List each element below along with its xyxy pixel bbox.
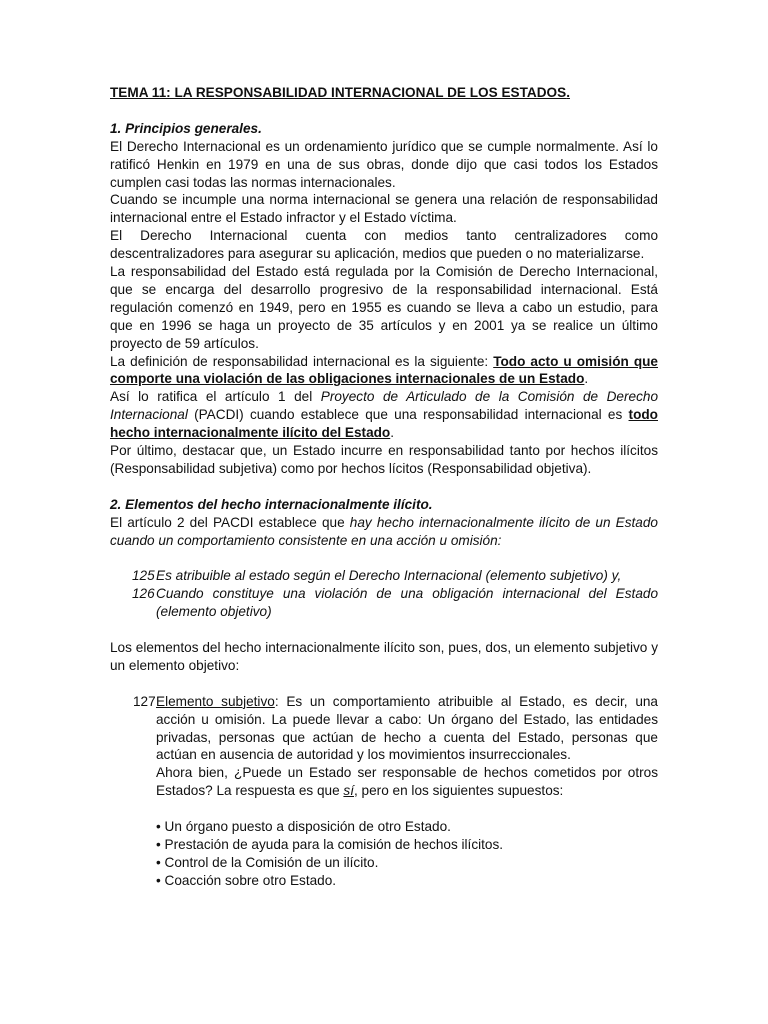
spacer xyxy=(110,675,658,693)
list-item xyxy=(110,693,658,765)
list-item xyxy=(110,567,658,585)
section1-paragraph-4: La responsabilidad del Estado está regulada por la Comisión de Derecho Internacional, que se encarga del desarrollo progresivo de la responsabilidad internacional. Está regulación comenzó en 1949, pero en 1955 es cuando se lleva a cabo un estudio, para que en 1996 se haga un proyecto de 35 artículos y en 2001 ya se realice un último proyecto de 59 artículos. xyxy=(110,264,658,351)
section2-heading: 2. Elementos del hecho internacionalmente ilícito. xyxy=(110,496,433,512)
bullet-item: • Coacción sobre otro Estado. xyxy=(156,872,337,888)
p6-part-a: Así lo ratifica el artículo 1 del xyxy=(110,389,321,405)
bullet-item: • Un órgano puesto a disposición de otro Estado. xyxy=(156,819,451,835)
pacdi-full-name: Proyecto de Articulado de la Comisión de Derecho Internacional xyxy=(110,389,658,423)
section1-paragraph-7: Por último, destacar que, un Estado incurre en responsabilidad tanto por hechos ilícitos (Responsabilidad subjetiva) como por hechos lícitos (Responsabilidad objetiva). xyxy=(110,443,658,477)
list-number: 126 xyxy=(132,586,155,602)
spacer xyxy=(110,800,658,818)
section1-paragraph-6 xyxy=(110,388,658,442)
definition-text: Todo acto u omisión que comporte una violación de las obligaciones internacionales de un Estado xyxy=(110,353,658,387)
bullet-item: • Prestación de ayuda para la comisión de hechos ilícitos. xyxy=(156,836,504,852)
element-text: : Es un comportamiento atribuible al Estado, es decir, una acción u omisión. La puede llevar a cabo: Un órgano del Estado, las entidades privadas, personas que actúan de hecho a cuenta del Estado, personas que actúan en ausencia de autoridad y los movimientos insurreccionales. xyxy=(156,693,658,763)
element-list xyxy=(110,693,658,765)
definition-intro: La definición de responsabilidad internacional es la siguiente: xyxy=(110,353,494,369)
p1-italic: hay hecho internacionalmente ilícito de un Estado cuando un comportamiento consistente en una acción u omisión: xyxy=(110,514,658,548)
document-title xyxy=(110,84,658,102)
definition-period: . xyxy=(584,371,589,387)
section1-paragraph-5 xyxy=(110,353,658,389)
p1-part-a: El artículo 2 del PACDI establece que xyxy=(110,514,350,530)
section1-paragraph-2: Cuando se incumple una norma internacional se genera una relación de responsabilidad internacional entre el Estado infractor y el Estado víctima. xyxy=(110,192,658,226)
section2-paragraph-1 xyxy=(110,514,658,550)
spacer xyxy=(110,478,658,496)
element-followup xyxy=(110,764,658,800)
element-label: Elemento subjetivo xyxy=(156,693,275,709)
bullet-list xyxy=(110,818,658,890)
answer-emphasis: sí xyxy=(343,783,354,799)
list-number: 125 xyxy=(132,568,155,584)
section1-paragraph-1: El Derecho Internacional es un ordenamiento jurídico que se cumple normalmente. Así lo ratificó Henkin en 1979 en una de sus obras, donde dijo que casi todos los Estados cumplen casi todas las normas internacionales. xyxy=(110,138,658,190)
p6-period: . xyxy=(390,425,395,441)
numbered-list xyxy=(110,567,658,621)
list-number: 127 xyxy=(133,693,156,709)
question-tail: , pero en los siguientes supuestos: xyxy=(354,783,564,799)
question-text: Ahora bien, ¿Puede un Estado ser responsable de hechos cometidos por otros Estados? La respuesta es que xyxy=(156,765,658,799)
spacer xyxy=(110,550,658,568)
p6-emphasis: todo hecho internacionalmente ilícito del Estado xyxy=(110,407,658,441)
bullet-item: • Control de la Comisión de un ilícito. xyxy=(156,854,379,870)
question-paragraph xyxy=(156,764,658,800)
p6-part-c: (PACDI) cuando establece que una responsabilidad internacional es xyxy=(187,407,629,423)
spacer xyxy=(110,621,658,639)
list-item xyxy=(110,585,658,621)
list-text: Cuando constituye una violación de una obligación internacional del Estado (elemento objetivo) xyxy=(156,586,658,620)
section2-paragraph-2: Los elementos del hecho internacionalmente ilícito son, pues, dos, un elemento subjetivo y un elemento objetivo: xyxy=(110,640,658,673)
section1-heading: 1. Principios generales. xyxy=(110,120,262,136)
section1-paragraph-3: El Derecho Internacional cuenta con medios tanto centralizadores como descentralizadores para asegurar su aplicación, medios que pueden o no materializarse. xyxy=(110,228,658,262)
title-text: TEMA 11: LA RESPONSABILIDAD INTERNACIONAL DE LOS ESTADOS xyxy=(110,85,567,100)
list-text: Es atribuible al estado según el Derecho Internacional (elemento subjetivo) y, xyxy=(156,568,622,584)
title-period: . xyxy=(566,85,570,100)
